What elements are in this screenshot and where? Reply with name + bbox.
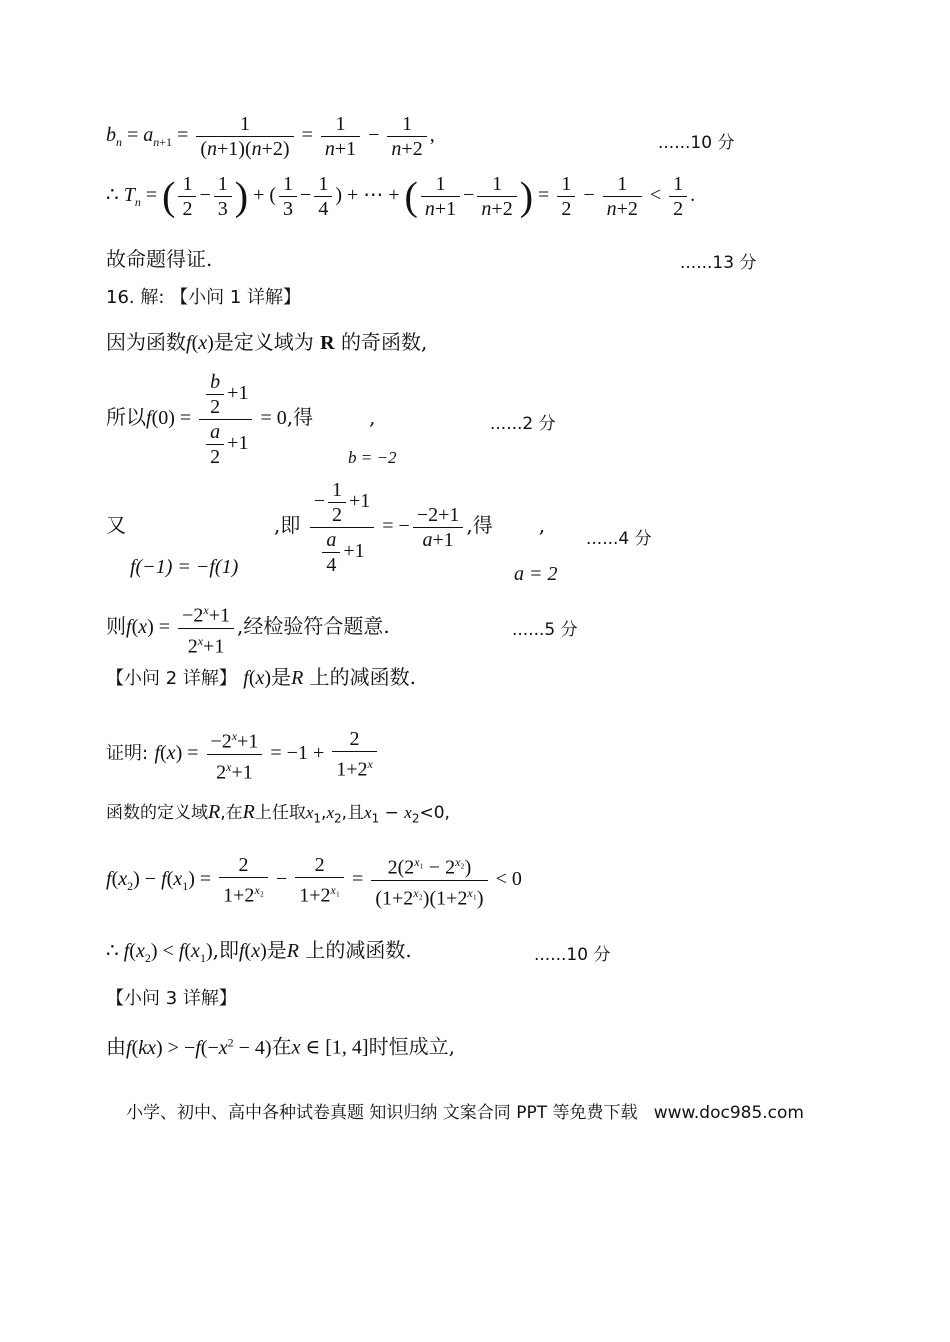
q16-part3-premise: 由$f(kx) > -f(-x^2 - 4)$在x ∈ [1, 4]时恒成立,	[106, 1034, 455, 1059]
score-13: ......13 分	[680, 253, 757, 273]
conclusion-text: 故命题得证.	[106, 247, 213, 271]
result-b: b = −2	[348, 448, 397, 467]
score-5: ......5 分	[512, 620, 578, 640]
q16-part2-conclusion: ∴ $f(x_2) < f(x_1)$,即f(x)是R 上的减函数.	[106, 938, 412, 965]
q16-proof-intro: 证明: f(x) = $\frac{-2^x+1}{2^x+1}$ = −1 + $\frac{2}{1+2^x}$	[106, 724, 380, 784]
q16-domain: 函数的定义域R,在R上任取$x_1,x_2$,且$x_1 - x_2<0$,	[106, 801, 450, 826]
q16-premise: 因为函数f(x)是定义域为 R 的奇函数,	[106, 330, 428, 354]
footer-link[interactable]: www.doc985.com	[653, 1103, 804, 1123]
q16-heading: 16. 解: 【小问 1 详解】	[106, 287, 302, 308]
q16-part2-claim: 【小问 2 详解】 f(x)是R 上的减函数.	[106, 665, 416, 689]
score-2: ......2 分	[490, 414, 556, 434]
score-4: ......4 分	[586, 529, 652, 549]
formula-bn: $b_n = a_{n+1}$ = $\frac{1}{(n+1)(n+2)}$ = $\frac{1}{n+1}$ − $\frac{1}{n+2}$ ,	[106, 113, 435, 160]
q16-f-minus1: 又 ,即 − $\frac{1}{2}$ +1 $\frac{a}{4}$ +1 = − $\frac{-2+1}{a+1}$ ,得 ,	[106, 479, 546, 576]
q16-fx-result: 则f(x) = $\frac{-2^x+1}{2^x+1}$ ,经检验符合题意.	[106, 603, 390, 658]
footer-banner	[126, 1098, 804, 1123]
footer-text: 小学、初中、高中各种试卷真题 知识归纳 文案合同 PPT 等免费下载	[126, 1103, 638, 1123]
score-10-a: ......10 分	[658, 133, 735, 153]
q16-f0: 所以f(0) = $\frac{b}{2}$ +1 $\frac{a}{2}$ +1 = 0,得 ,	[106, 371, 376, 468]
result-a: a = 2	[514, 563, 558, 585]
eq-f-minus1: f(−1) = −f(1)	[130, 556, 239, 578]
q16-part3-heading: 【小问 3 详解】	[106, 988, 237, 1009]
formula-tn: ∴ $T_n$ = ( $\frac{1}{2}$ − $\frac{1}{3}$ ) + ( $\frac{1}{3}$ − $\frac{1}{4}$ ) + ⋯ + ( $\frac{1}{n+1}$ − $\frac{1}{n+2}$ ) = $\frac{1}{2}$ − $\frac{1}{n+2}$ < $\frac{1}{2}$ .	[106, 173, 696, 220]
score-10-b: ......10 分	[534, 945, 611, 965]
q16-difference: $f(x_2) - f(x_1)$ = $\frac{2}{1+2^{x_2}}$ − $\frac{2}{1+2^{x_1}}$ = $\frac{2(2^{x_1} - 2^{x_2})}{(1+2^{x_2})(1+2^{x_1})}$ < 0	[106, 853, 522, 910]
